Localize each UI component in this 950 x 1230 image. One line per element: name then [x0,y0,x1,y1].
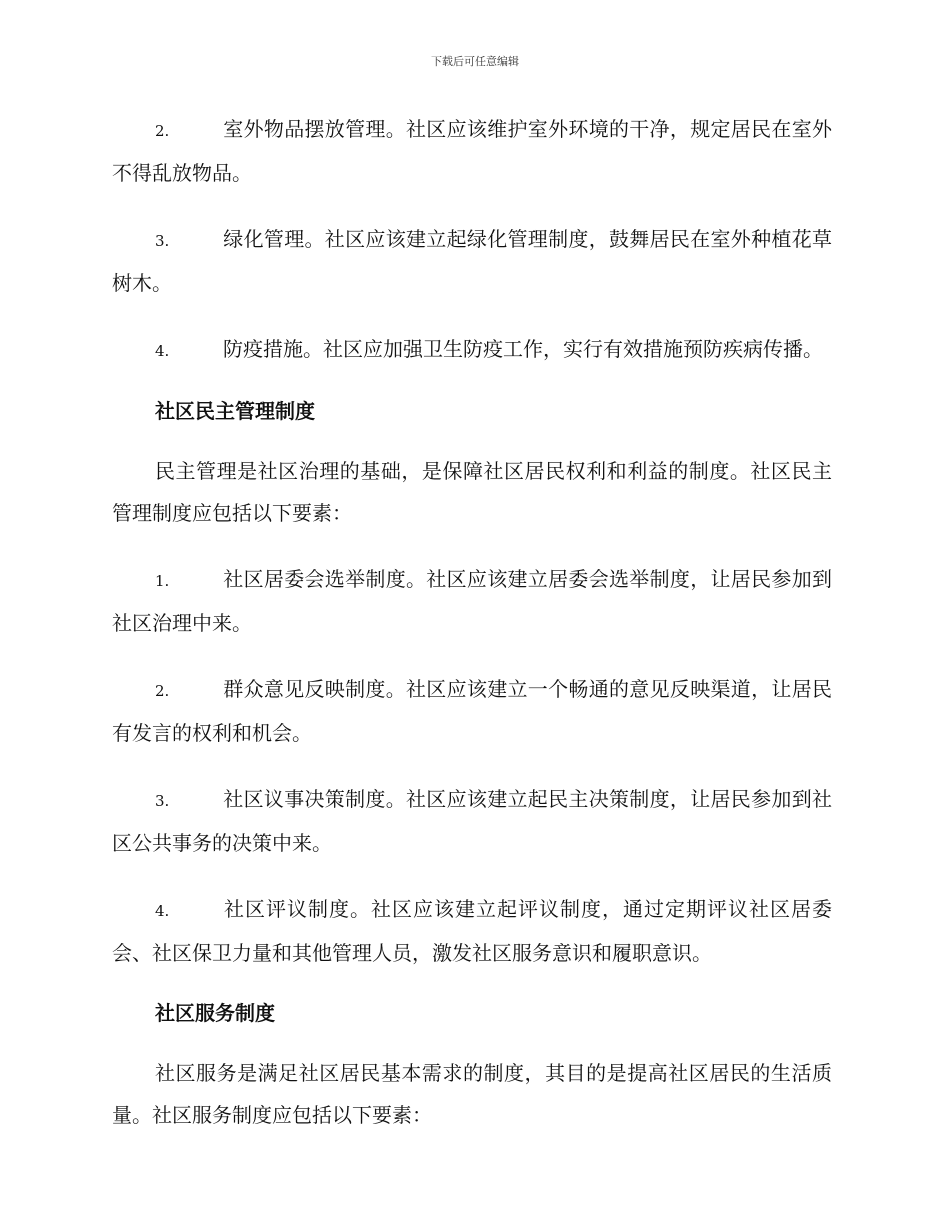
document-body [112,108,832,1160]
item-number: 3. [155,792,170,810]
section-heading-service: 社区服务制度 [155,1001,275,1025]
list-item [112,778,832,864]
item-text: 社区评议制度。社区应该建立起评议制度，通过定期评议社区居委会、社区保卫力量和其他管理人员，激发社区服务意识和履职意识。 [112,897,832,965]
item-number: 2. [155,682,170,700]
item-number: 4. [155,902,170,920]
section-heading-democracy: 社区民主管理制度 [155,399,315,423]
item-number: 2. [155,122,170,140]
item-text: 社区议事决策制度。社区应该建立起民主决策制度，让居民参加到社区公共事务的决策中来。 [112,787,832,855]
item-text: 群众意见反映制度。社区应该建立一个畅通的意见反映渠道，让居民有发言的权利和机会。 [112,677,832,745]
item-number: 1. [155,572,170,590]
item-text: 室外物品摆放管理。社区应该维护室外环境的干净，规定居民在室外不得乱放物品。 [112,117,832,185]
item-number: 3. [155,232,170,250]
section-intro-democracy: 民主管理是社区治理的基础，是保障社区居民权利和利益的制度。社区民主管理制度应包括以下要素： [112,459,832,525]
list-item [112,328,832,372]
list-item [112,558,832,644]
item-text: 绿化管理。社区应该建立起绿化管理制度，鼓舞居民在室外种植花草树木。 [112,227,832,295]
list-item [112,668,832,754]
list-item [112,108,832,194]
item-text: 防疫措施。社区应加强卫生防疫工作，实行有效措施预防疾病传播。 [223,337,823,361]
item-text: 社区居委会选举制度。社区应该建立居委会选举制度，让居民参加到社区治理中来。 [112,567,832,635]
list-item [112,888,832,974]
item-number: 4. [155,342,170,360]
page-header: 下载后可任意编辑 [431,55,519,68]
section-intro-service: 社区服务是满足社区居民基本需求的制度，其目的是提高社区居民的生活质量。社区服务制度应包括以下要素： [112,1061,832,1127]
list-item [112,218,832,304]
